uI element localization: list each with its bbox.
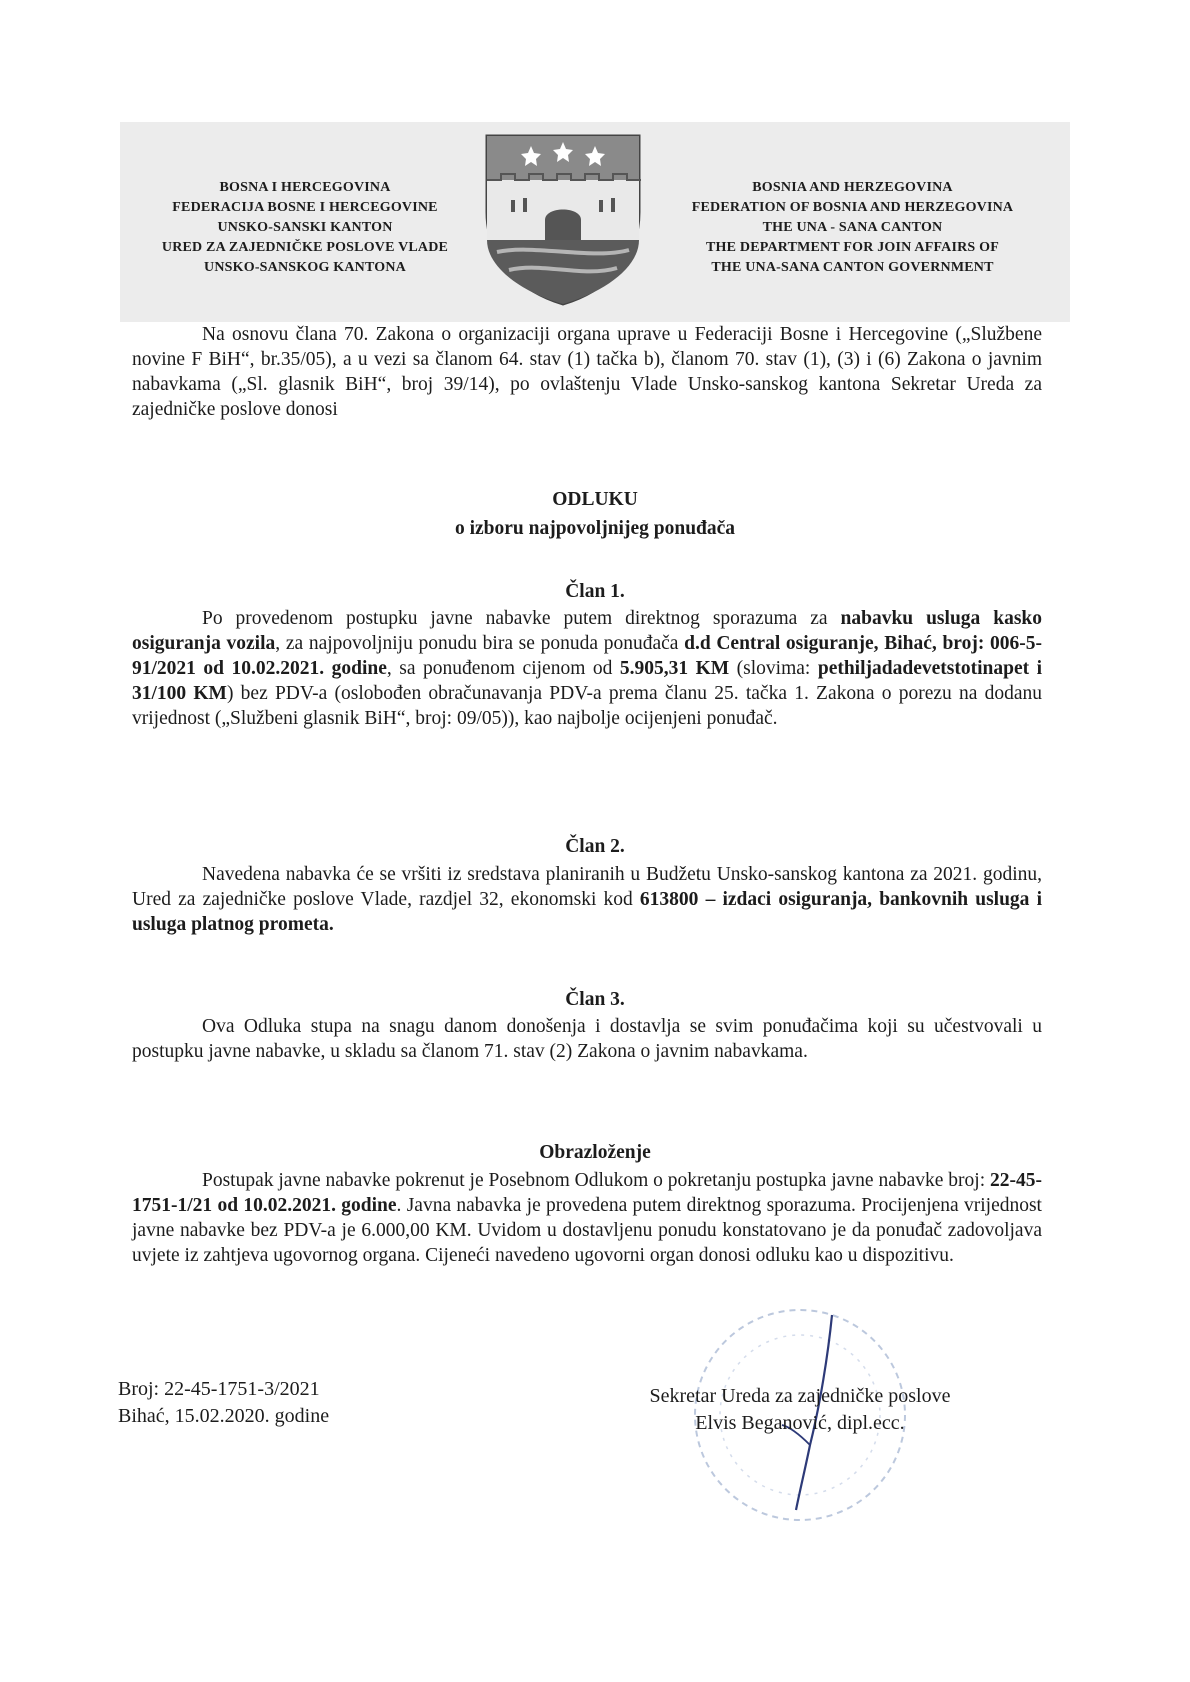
article-1-text: ) bez PDV-a (oslobođen obračunavanja PDV-a prema članu 25. tačka 1. Zakona o porezu na dodanu vrijednost („Službeni glasnik BiH“, broj: 09/05)), kao najbolje ocijenjeni ponuđač. [132, 683, 1042, 729]
article-1-text: Po provedenom postupku javne nabavke putem direktnog sporazuma za [202, 608, 841, 629]
letterhead-left [135, 178, 475, 278]
letterhead-right-line: THE UNA-SANA CANTON GOVERNMENT [711, 260, 994, 275]
rationale-text: . Javna nabavka je provedena putem direktnog sporazuma. Procijenjena vrijednost javne nabavke bez PDV-a je 6.000,00 KM. Uvidom u dostavljenu ponudu konstatovano je da ponuđač zadovoljava uvjete iz zahtjeva ugovornog organa. Cijeneći navedeno ugovorni organ donosi odluku kao u dispozitivu. [132, 1195, 1042, 1266]
document-subtitle: o izboru najpovoljnijeg ponuđača [454, 518, 736, 539]
article-2-heading: Član 2. [565, 836, 625, 857]
article-1-bidder: d.d Central osiguranje, Bihać, broj: 006-5-91/2021 od 10.02.2021. godine [132, 633, 1043, 679]
rationale-decision-number: 22-45-1751-1/21 od 10.02.2021. godine [132, 1170, 1042, 1216]
article-1-paragraph [132, 606, 1042, 731]
letterhead-right-line: FEDERATION OF BOSNIA AND HERZEGOVINA [691, 200, 1014, 215]
letterhead-left-line: FEDERACIJA BOSNE I HERCEGOVINE [172, 200, 438, 215]
letterhead-left-line: URED ZA ZAJEDNIČKE POSLOVE VLADE [161, 240, 449, 255]
article-1-price-words: pethiljadadevetstotinapet i 31/100 KM [132, 658, 1042, 704]
document-title: ODLUKU [552, 489, 638, 510]
article-2-budget-code: 613800 – izdaci osiguranja, bankovnih usluga i usluga platnog prometa. [132, 889, 1042, 935]
rationale-text: Postupak javne nabavke pokrenut je Posebnom Odlukom o pokretanju postupka javne nabavke broj: [202, 1170, 990, 1191]
coat-of-arms-icon [483, 132, 643, 307]
rationale-heading: Obrazloženje [539, 1142, 651, 1163]
article-1-text: (slovima: [729, 658, 818, 679]
article-1-text: , za najpovoljniju ponudu bira se ponuda ponuđača [275, 633, 685, 654]
rationale-paragraph [132, 1168, 1042, 1268]
document-number: Broj: 22-45-1751-3/2021 [118, 1378, 320, 1400]
article-2-paragraph [132, 862, 1042, 937]
signatory-name: Elvis Beganović, dipl.ecc. [695, 1412, 905, 1434]
article-1-price: 5.905,31 KM [619, 658, 730, 679]
footer-reference [118, 1376, 329, 1430]
article-1-service: nabavku usluga kasko osiguranja vozila [132, 608, 1043, 654]
article-1-text: , sa ponuđenom cijenom od [386, 658, 620, 679]
signatory-title: Sekretar Ureda za zajedničke poslove [649, 1385, 951, 1407]
article-2-text: Navedena nabavka će se vršiti iz sredstava planiranih u Budžetu Unsko-sanskog kantona za 2021. godinu, Ured za zajedničke poslove Vlade, razdjel 32, ekonomski kod [132, 864, 1042, 910]
letterhead-left-line: UNSKO-SANSKI KANTON [217, 220, 393, 235]
letterhead-left-line: BOSNA I HERCEGOVINA [219, 180, 391, 195]
article-3-paragraph: Ova Odluka stupa na snagu danom donošenja i dostavlja se svim ponuđačima koji su učestvovali u postupku javne nabavke, u skladu sa članom 71. stav (2) Zakona o javnim nabavkama. [132, 1016, 1042, 1062]
article-3-heading: Član 3. [565, 989, 625, 1010]
article-1-heading: Član 1. [565, 581, 625, 602]
letterhead-right-line: THE DEPARTMENT FOR JOIN AFFAIRS OF [706, 240, 999, 255]
place-and-date: Bihać, 15.02.2020. godine [118, 1405, 330, 1427]
letterhead-right-line: THE UNA - SANA CANTON [762, 220, 943, 235]
letterhead-right-line: BOSNIA AND HERZEGOVINA [752, 180, 953, 195]
preamble-paragraph: Na osnovu člana 70. Zakona o organizaciji organa uprave u Federaciji Bosne i Hercegovine („Službene novine F BiH“, br.35/05), a u vezi sa članom 64. stav (1) tačka b), članom 70. stav (1), (3) i (6) Zakona o javnim nabavkama („Sl. glasnik BiH“, broj 39/14), po ovlaštenju Vlade Unsko-sanskog kantona Sekretar Ureda za zajedničke poslove donosi [132, 324, 1042, 420]
letterhead-right [655, 178, 1050, 278]
signature-block [640, 1383, 960, 1437]
letterhead-left-line: UNSKO-SANSKOG KANTONA [204, 260, 406, 275]
